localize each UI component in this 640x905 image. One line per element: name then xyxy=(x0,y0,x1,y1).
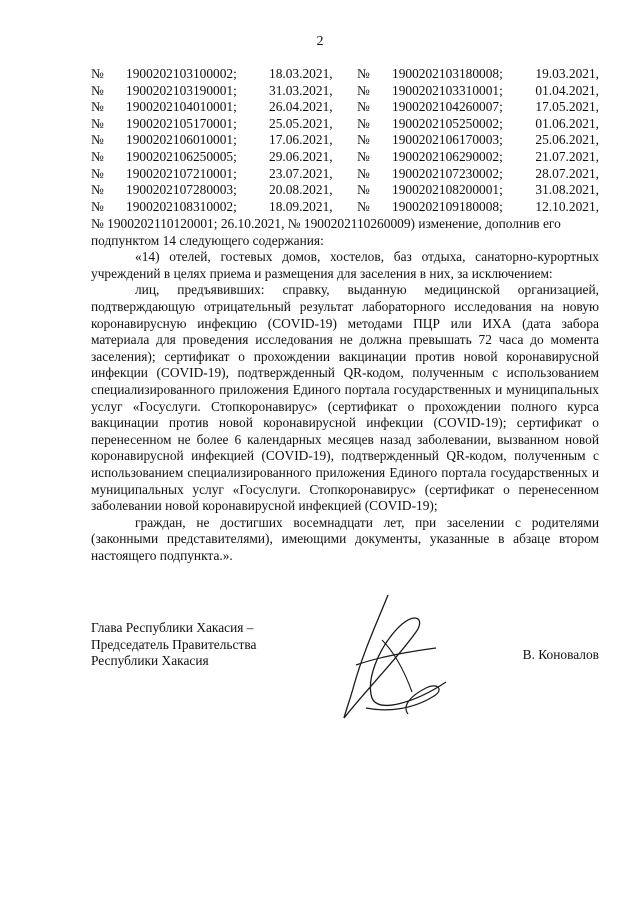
table-row xyxy=(91,116,599,133)
table-row xyxy=(91,149,599,166)
doc-date: 31.03.2021, xyxy=(269,82,333,98)
table-row xyxy=(91,66,599,83)
doc-date: 28.07.2021, xyxy=(535,165,599,181)
document-number-table xyxy=(91,66,599,215)
table-row xyxy=(91,166,599,183)
table-row xyxy=(91,99,599,116)
signature-block xyxy=(91,620,599,740)
signatory-title xyxy=(91,620,256,670)
doc-number-sign: № xyxy=(357,82,370,98)
doc-number-sign: № xyxy=(91,99,104,115)
doc-number-sign: № xyxy=(91,82,104,98)
table-row xyxy=(91,83,599,100)
amendment-line-2: подпунктом 14 следующего содержания: xyxy=(91,232,324,248)
doc-number-sign: № xyxy=(357,165,370,181)
doc-number-sign: № xyxy=(357,132,370,148)
doc-number-sign: № xyxy=(91,66,104,81)
doc-number: 1900202107230002; xyxy=(392,165,503,181)
doc-number: 1900202103100002; xyxy=(126,66,237,81)
persons-paragraph: лиц, предъявивших: справку, выданную медицинской организацией, подтверждающую отрицательный результат лабораторного исследования на новую коронавирусную инфекцию (COVID-19) методами ПЦР или ИХА (дата забора материала для проведения исследования не должна превышать 72 часа до момента заселения); сертификат о прохождении вакцинации против новой коронавирусной инфекции (COVID-19), подтвержденный QR-кодом, полученным с использованием специализированного приложения Единого портала государственных и муниципальных услуг «Госуслуги. Стопкоронавирус» (сертификат о прохождении полного курса вакцинации против новой коронавирусной инфекции (COVID-19); сертификат о перенесенном не более 6 календарных месяцев назад заболевании, вызванном новой коронавирусной инфекцией (COVID-19), подтвержденный QR-кодом, полученным с использованием специализированного приложения Единого портала государственных и муниципальных услуг «Госуслуги. Стопкоронавирус» (сертификат о перенесенном заболевании новой коронавирусной инфекцией (COVID-19); xyxy=(91,282,599,514)
doc-number: 1900202106290002; xyxy=(392,148,503,164)
signatory-title-line-2: Председатель Правительства xyxy=(91,636,257,652)
doc-number-sign: № xyxy=(357,182,370,198)
amendment-text xyxy=(91,216,599,564)
signatory-title-line-3: Республики Хакасия xyxy=(91,653,209,669)
doc-number: 1900202106170003; xyxy=(392,132,503,148)
doc-number-sign: № xyxy=(357,66,370,81)
doc-date: 31.08.2021, xyxy=(535,182,599,198)
doc-date: 20.08.2021, xyxy=(269,182,333,198)
page-number: 2 xyxy=(316,34,324,49)
doc-number-sign: № xyxy=(91,165,104,181)
doc-date: 25.06.2021, xyxy=(535,132,599,148)
doc-number-sign: № xyxy=(357,148,370,164)
table-row xyxy=(91,199,599,216)
doc-number: 1900202107210001; xyxy=(126,165,237,181)
doc-number-sign: № xyxy=(357,198,370,214)
doc-date: 26.04.2021, xyxy=(269,99,333,115)
table-row xyxy=(91,182,599,199)
doc-number: 1900202107280003; xyxy=(126,182,237,198)
doc-date: 19.03.2021, xyxy=(535,66,599,81)
signatory-name: В. Коновалов xyxy=(522,647,599,662)
doc-number-sign: № xyxy=(91,182,104,198)
doc-number: 1900202106010001; xyxy=(126,132,237,148)
amendment-line-1: № 1900202110120001; 26.10.2021, № 1900202110260009) изменение, дополнив его xyxy=(91,216,561,231)
doc-number-sign: № xyxy=(91,115,104,131)
doc-number-sign: № xyxy=(91,132,104,148)
doc-number: 1900202108200001; xyxy=(392,182,503,198)
handwritten-signature xyxy=(316,590,456,730)
minors-paragraph: граждан, не достигших восемнадцати лет, при заселении с родителями (законными представителями), имеющими документы, указанные в абзаце втором настоящего подпункта.». xyxy=(91,514,599,563)
doc-number-sign: № xyxy=(357,115,370,131)
doc-number: 1900202106250005; xyxy=(126,148,237,164)
doc-date: 21.07.2021, xyxy=(535,148,599,164)
doc-date: 01.04.2021, xyxy=(535,82,599,98)
doc-number: 1900202105170001; xyxy=(126,115,237,131)
doc-date: 18.09.2021, xyxy=(269,198,333,214)
doc-number: 1900202109180008; xyxy=(392,198,503,214)
doc-number: 1900202104010001; xyxy=(126,99,237,115)
doc-number-sign: № xyxy=(357,99,370,115)
doc-date: 12.10.2021, xyxy=(535,198,599,214)
table-row xyxy=(91,132,599,149)
doc-date: 17.06.2021, xyxy=(269,132,333,148)
doc-number: 1900202104260007; xyxy=(392,99,503,115)
doc-number-sign: № xyxy=(91,198,104,214)
doc-date: 17.05.2021, xyxy=(535,99,599,115)
doc-date: 01.06.2021, xyxy=(535,115,599,131)
item-14-intro: «14) отелей, гостевых домов, хостелов, баз отдыха, санаторно-курортных учреждений в целях приема и размещения для заселения в них, за исключением: xyxy=(91,249,599,281)
signatory-title-line-1: Глава Республики Хакасия – xyxy=(91,620,254,635)
doc-number: 1900202103190001; xyxy=(126,82,237,98)
doc-number: 1900202108310002; xyxy=(126,198,237,214)
doc-date: 23.07.2021, xyxy=(269,165,333,181)
doc-date: 25.05.2021, xyxy=(269,115,333,131)
doc-number-sign: № xyxy=(91,148,104,164)
doc-number: 1900202105250002; xyxy=(392,115,503,131)
doc-number: 1900202103180008; xyxy=(392,66,503,81)
doc-date: 29.06.2021, xyxy=(269,148,333,164)
doc-date: 18.03.2021, xyxy=(269,66,333,81)
doc-number: 1900202103310001; xyxy=(392,82,503,98)
